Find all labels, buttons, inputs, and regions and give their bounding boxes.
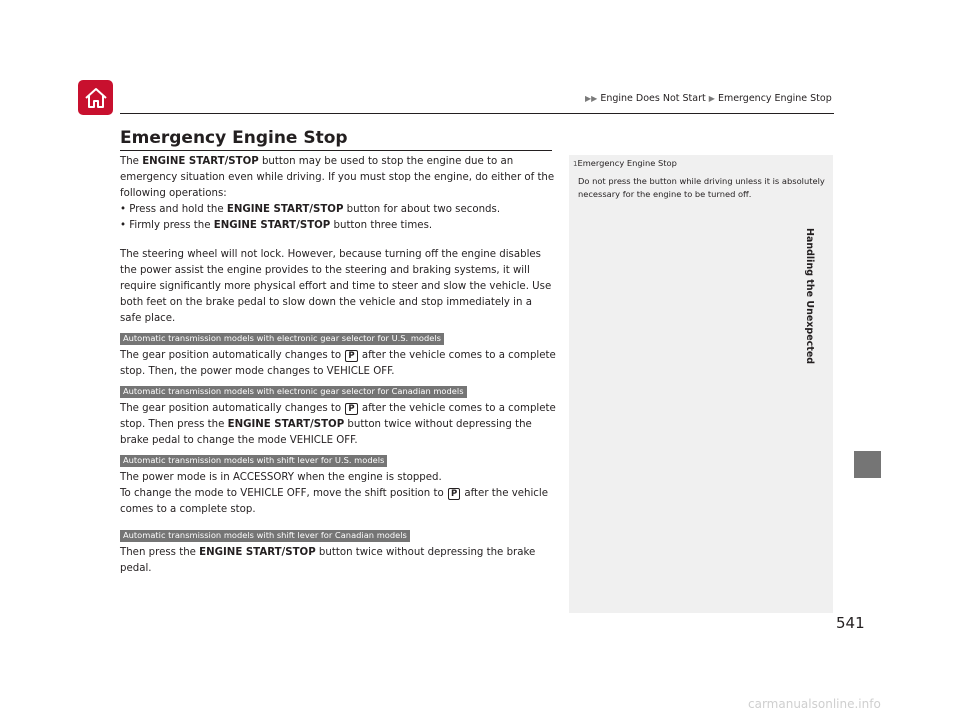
breadcrumb — [585, 93, 832, 104]
breadcrumb-item[interactable]: Engine Does Not Start — [600, 93, 706, 104]
section-text: The gear position automatically changes to P after the vehicle comes to a complete stop. Then, the power mode changes to VEHICLE OFF. — [120, 350, 556, 377]
breadcrumb-arrow-icon: ▶▶ — [585, 94, 598, 103]
chapter-label: Handling the Unexpected — [804, 228, 815, 365]
park-key-icon: P — [448, 488, 460, 500]
section-text: Then press the ENGINE START/STOP button twice without depressing the brake pedal. — [120, 547, 536, 574]
section-text: The power mode is in ACCESSORY when the engine is stopped. — [120, 472, 442, 483]
model-tag: Automatic transmission models with shift lever for U.S. models — [120, 455, 387, 467]
park-key-icon: P — [345, 403, 357, 415]
section-text: The gear position automatically changes to P after the vehicle comes to a complete stop. Then press the ENGINE START/STOP button twice without depressing the brake pedal to change the mode VEHICLE OFF. — [120, 403, 556, 446]
model-tag: Automatic transmission models with shift lever for Canadian models — [120, 530, 410, 542]
steering-paragraph: The steering wheel will not lock. However, because turning off the engine disables the power assist the engine provides to the steering and braking systems, it will require significantly more physical effort and time to steer and slow the vehicle. Use both feet on the brake pedal to slow down the vehicle and stop immediately in a safe place. — [120, 249, 552, 324]
list-item: • Firmly press the ENGINE START/STOP button three times. — [120, 220, 433, 231]
breadcrumb-arrow-icon: ▶ — [708, 94, 715, 103]
model-tag: Automatic transmission models with electronic gear selector for Canadian models — [120, 386, 467, 398]
list-item: • Press and hold the ENGINE START/STOP button for about two seconds. — [120, 204, 501, 215]
note-body: Do not press the button while driving unless it is absolutely necessary for the engine to be turned off. — [578, 176, 825, 199]
model-tag: Automatic transmission models with electronic gear selector for U.S. models — [120, 333, 444, 345]
title-divider — [120, 150, 552, 151]
note-title: 1Emergency Engine Stop — [573, 158, 677, 168]
page-title: Emergency Engine Stop — [120, 128, 348, 148]
main-content — [120, 154, 556, 577]
section-text: To change the mode to VEHICLE OFF, move the shift position to P after the vehicle comes to a complete stop. — [120, 488, 548, 515]
home-icon — [84, 87, 108, 109]
header-divider — [120, 113, 834, 114]
home-button[interactable] — [78, 80, 113, 115]
breadcrumb-item: Emergency Engine Stop — [717, 93, 832, 104]
page-number: 541 — [836, 614, 865, 632]
chapter-tab[interactable] — [854, 451, 881, 478]
intro-paragraph: The ENGINE START/STOP button may be used to stop the engine due to an emergency situation even while driving. If you must stop the engine, do either of the following operations: — [120, 156, 555, 199]
note-sidebar — [569, 155, 833, 613]
watermark: carmanualsonline.info — [748, 697, 881, 711]
park-key-icon: P — [345, 350, 357, 362]
